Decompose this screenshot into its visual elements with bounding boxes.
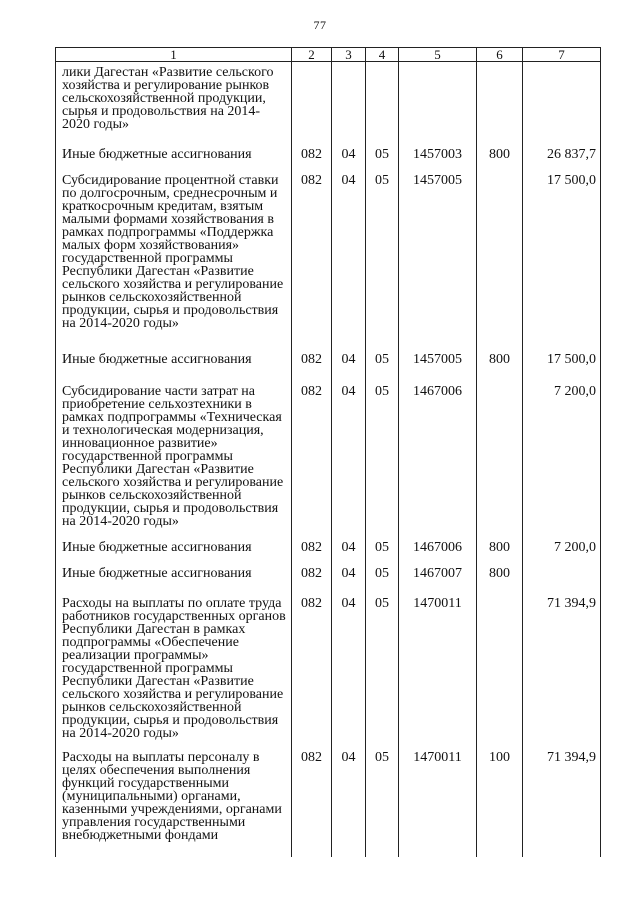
row-amount [523,62,601,147]
row-name-cell: Иные бюджетные ассигнования [56,567,292,595]
row-ministry-code: 082 [292,567,332,595]
row-expense-type-code [477,172,523,352]
row-target-code [399,62,477,147]
row-name-cell: Расходы на выплаты персоналу в целях обеспечения выполнения функций государственными (муниципальными) органами, казенными учреждениями, органами управления государственными внебюджетными фондами [56,747,292,857]
row-expense-type-code: 800 [477,352,523,381]
row-subsection-code: 05 [366,537,399,567]
row-subsection-code: 05 [366,146,399,172]
row-section-code: 04 [332,537,366,567]
header-col-1: 1 [56,48,292,62]
row-name-cell: Субсидирование части затрат на приобретение сельхозтехники в рамках подпрограммы «Техническая и технологическая модернизация, инновационное развитие» государственной программы Республики Дагестан «Развитие сельского хозяйства и регулирование рынков сельскохозяйственной продукции, сырья и продовольствия на 2014-2020 годы» [56,381,292,537]
row-amount: 26 837,7 [523,146,601,172]
row-section-code: 04 [332,146,366,172]
row-expense-type-code: 800 [477,146,523,172]
row-expense-type-code: 800 [477,567,523,595]
table-row [56,567,601,595]
row-expense-type-code [477,381,523,537]
header-col-7: 7 [523,48,601,62]
row-expense-type-code: 800 [477,537,523,567]
row-section-code: 04 [332,567,366,595]
row-name-cell: Расходы на выплаты по оплате труда работников государственных органов Республики Дагестан в рамках подпрограммы «Обеспечение реализации программы» государственной программы Республики Дагестан «Развитие сельского хозяйства и регулирование рынков сельскохозяйственной продукции, сырья и продовольствия на 2014-2020 годы» [56,595,292,747]
row-ministry-code: 082 [292,172,332,352]
row-amount: 7 200,0 [523,381,601,537]
row-subsection-code [366,62,399,147]
row-target-code: 1467007 [399,567,477,595]
table-row [56,352,601,381]
row-section-code: 04 [332,595,366,747]
row-target-code: 1467006 [399,537,477,567]
header-col-2: 2 [292,48,332,62]
row-name-cell: Иные бюджетные ассигнования [56,146,292,172]
row-expense-type-code [477,62,523,147]
table-header [56,48,601,62]
row-target-code: 1470011 [399,595,477,747]
row-target-code: 1457005 [399,352,477,381]
row-ministry-code: 082 [292,595,332,747]
row-amount [523,567,601,595]
page-number: 77 [313,18,327,32]
table-row [56,595,601,747]
row-target-code: 1467006 [399,381,477,537]
row-amount: 71 394,9 [523,747,601,857]
row-ministry-code: 082 [292,381,332,537]
header-col-6: 6 [477,48,523,62]
row-section-code: 04 [332,352,366,381]
row-section-code: 04 [332,381,366,537]
row-amount: 71 394,9 [523,595,601,747]
row-subsection-code: 05 [366,352,399,381]
row-section-code: 04 [332,747,366,857]
row-subsection-code: 05 [366,747,399,857]
header-col-4: 4 [366,48,399,62]
row-ministry-code: 082 [292,146,332,172]
row-expense-type-code [477,595,523,747]
row-expense-type-code: 100 [477,747,523,857]
row-ministry-code: 082 [292,747,332,857]
row-name-cell: Субсидирование процентной ставки по долгосрочным, среднесрочным и краткосрочным кредитам, взятым малыми формами хозяйствования в рамках подпрограммы «Поддержка малых форм хозяйствования» государственной программы Республики Дагестан «Развитие сельского хозяйства и регулирование рынков сельскохозяйственной продукции, сырья и продовольствия на 2014-2020 годы» [56,172,292,352]
table-body [56,62,601,858]
row-subsection-code: 05 [366,567,399,595]
row-target-code: 1470011 [399,747,477,857]
row-subsection-code: 05 [366,595,399,747]
row-name-cell: Иные бюджетные ассигнования [56,352,292,381]
row-ministry-code: 082 [292,537,332,567]
table-row [56,381,601,537]
header-col-5: 5 [399,48,477,62]
row-amount: 17 500,0 [523,172,601,352]
budget-table [55,47,601,857]
row-ministry-code [292,62,332,147]
row-target-code: 1457003 [399,146,477,172]
header-row [56,48,601,62]
row-target-code: 1457005 [399,172,477,352]
header-col-3: 3 [332,48,366,62]
row-amount: 7 200,0 [523,537,601,567]
table-row [56,146,601,172]
table-row [56,747,601,857]
row-section-code: 04 [332,172,366,352]
budget-table-container [55,47,600,857]
row-section-code [332,62,366,147]
table-row [56,62,601,147]
row-amount: 17 500,0 [523,352,601,381]
row-subsection-code: 05 [366,172,399,352]
table-row [56,172,601,352]
table-row [56,537,601,567]
row-name-cell: лики Дагестан «Развитие сельского хозяйства и регулирование рынков сельскохозяйственной продукции, сырья и продовольствия на 2014-2020 годы» [56,62,292,147]
row-ministry-code: 082 [292,352,332,381]
row-name-cell: Иные бюджетные ассигнования [56,537,292,567]
row-subsection-code: 05 [366,381,399,537]
